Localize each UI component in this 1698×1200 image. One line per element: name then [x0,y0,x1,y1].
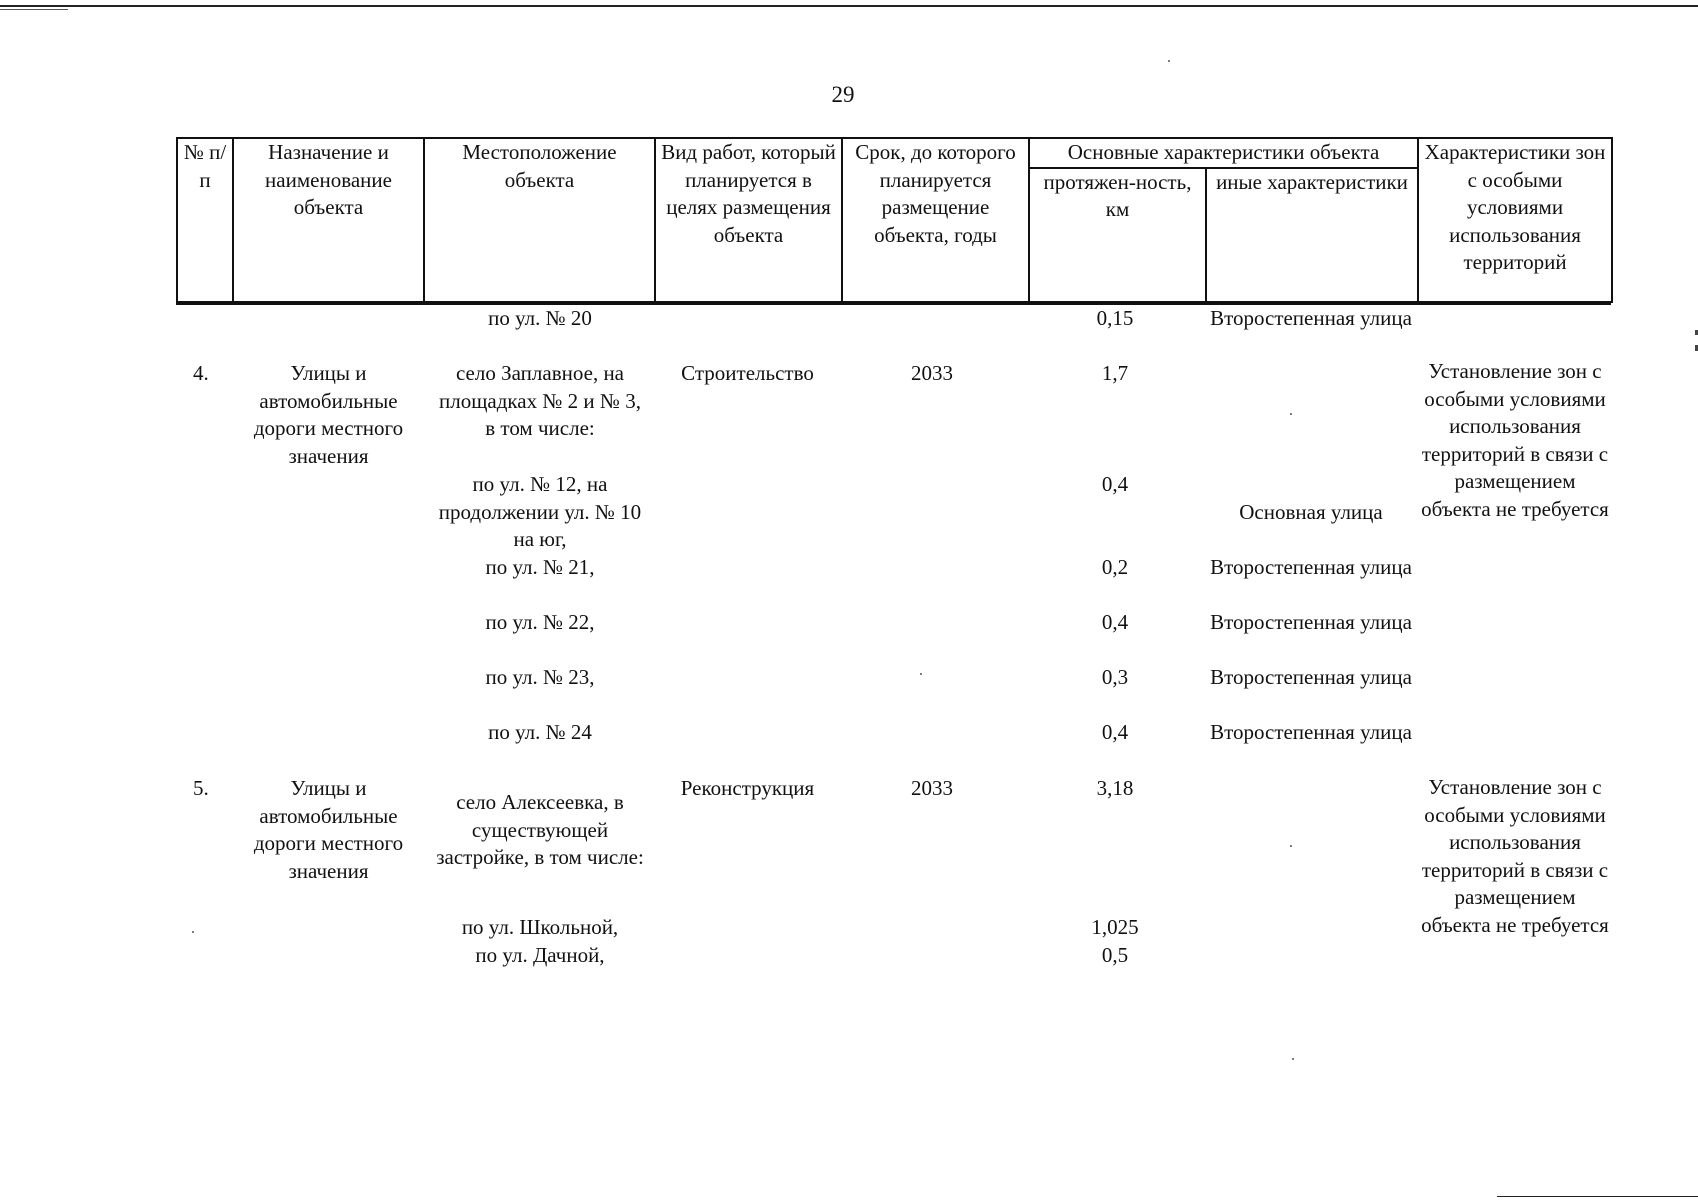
row4-deadline: 2033 [911,361,953,385]
row5-location: село Алексеевка, в существующей застройке, в том числе: [436,790,644,869]
row5-item1-length: 1,025 [1091,915,1139,939]
header-main-characteristics: Основные характеристики объекта [1029,138,1418,168]
row4-item2-location: по ул. № 21, [485,555,595,579]
scan-speck [1290,413,1292,415]
row5-item2-location: по ул. Дачной, [475,943,605,967]
row4-work-type: Строительство [681,361,814,385]
header-deadline: Срок, до которого планируется размещение объекта, годы [842,138,1029,302]
top-rule-left [0,9,68,10]
row4-item2-other: Второстепенная улица [1210,555,1412,579]
row4-item4-location: по ул. № 23, [485,665,595,689]
header-zones: Характеристики зон с особыми условиями использования территорий [1418,138,1612,302]
row5-num: 5. [193,776,209,800]
page-number: 29 [831,82,855,107]
row4-item3-location: по ул. № 22, [485,610,595,634]
top-rule [0,5,1698,7]
row5-length: 3,18 [1096,776,1134,800]
row4-zones: Установление зон с особыми условиями использования территорий в связи с размещением объекта не требуется [1421,359,1609,521]
scan-speck [1290,845,1292,847]
location-prev: по ул. № 20 [488,306,592,330]
row5-zones: Установление зон с особыми условиями использования территорий в связи с размещением объекта не требуется [1421,775,1609,937]
row4-item4-length: 0,3 [1101,665,1129,689]
row4-item4-other: Второстепенная улица [1210,665,1412,689]
row4-name: Улицы и автомобильные дороги местного значения [253,361,404,468]
table-header [176,137,1613,303]
row4-item5-length: 0,4 [1101,720,1129,744]
row4-item3-other: Второстепенная улица [1210,610,1412,634]
row5-deadline: 2033 [911,776,953,800]
row4-item5-location: по ул. № 24 [488,720,592,744]
row4-item1-other: Основная улица [1239,500,1383,524]
row4-item5-other: Второстепенная улица [1210,720,1412,744]
header-location: Местоположение объекта [424,138,655,302]
header-other: иные характеристики [1206,168,1418,303]
header-num: № п/п [177,138,233,302]
row4-item1-length: 0,4 [1101,472,1129,496]
row5-work-type: Реконструкция [680,776,815,800]
header-length: протяжен-ность, км [1029,168,1206,303]
row4-location: село Заплавное, на площадках № 2 и № 3, в том числе: [439,361,641,440]
row5-name: Улицы и автомобильные дороги местного значения [253,776,404,883]
scan-speck [1292,1058,1294,1060]
length-prev: 0,15 [1096,306,1134,330]
header-name: Назначение и наименование объекта [233,138,424,302]
row4-item2-length: 0,2 [1101,555,1129,579]
row5-item1-location: по ул. Школьной, [461,915,619,939]
header-work-type: Вид работ, который планируется в целях размещения объекта [655,138,842,302]
bottom-right-rule [1497,1196,1698,1197]
other-prev: Второстепенная улица [1210,306,1412,330]
row5-item2-length: 0,5 [1101,943,1129,967]
row4-item3-length: 0,4 [1101,610,1129,634]
scan-speck [192,931,194,933]
scan-speck [1168,60,1170,62]
scan-speck [920,673,922,675]
row4-item1-location: по ул. № 12, на продолжении ул. № 10 на юг, [438,472,642,551]
row4-num: 4. [193,361,209,385]
row4-length: 1,7 [1101,361,1129,385]
